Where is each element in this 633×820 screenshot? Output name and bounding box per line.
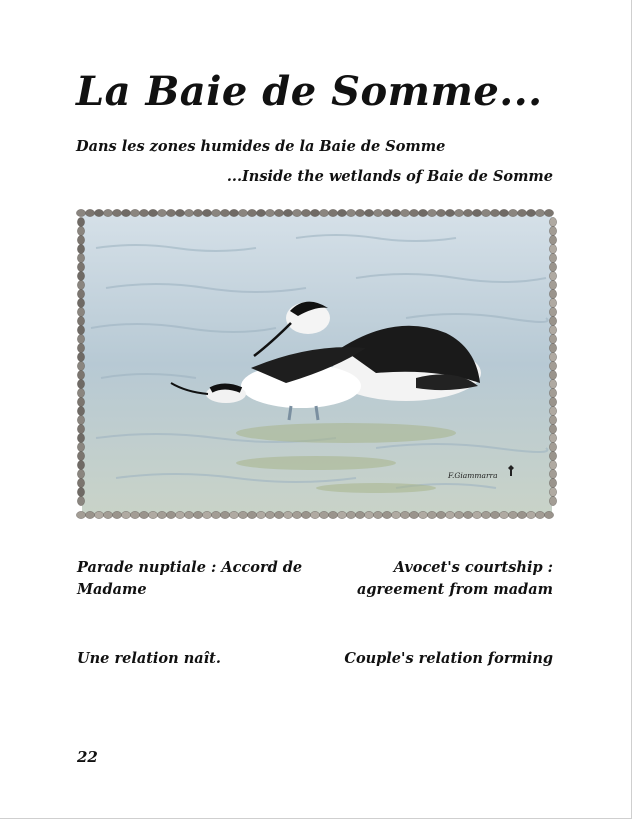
caption-english-courtship: Avocet's courtship : agreement from madam [356, 559, 553, 598]
photographer-signature: F.Giammarra [448, 471, 498, 480]
photo-avocets [76, 208, 558, 520]
avocet-photo-illustration [76, 208, 558, 520]
page-number: 22 [77, 748, 98, 766]
caption-english-relation: Couple's relation forming [344, 650, 553, 667]
subtitle-english: ...Inside the wetlands of Baie de Somme [226, 168, 553, 185]
caption-french-courtship: Parade nuptiale : Accord de Madame [77, 559, 303, 598]
caption-french-relation: Une relation naît. [77, 650, 221, 667]
page-title: La Baie de Somme... [76, 68, 543, 115]
subtitle-french: Dans les zones humides de la Baie de Somme [76, 138, 446, 155]
